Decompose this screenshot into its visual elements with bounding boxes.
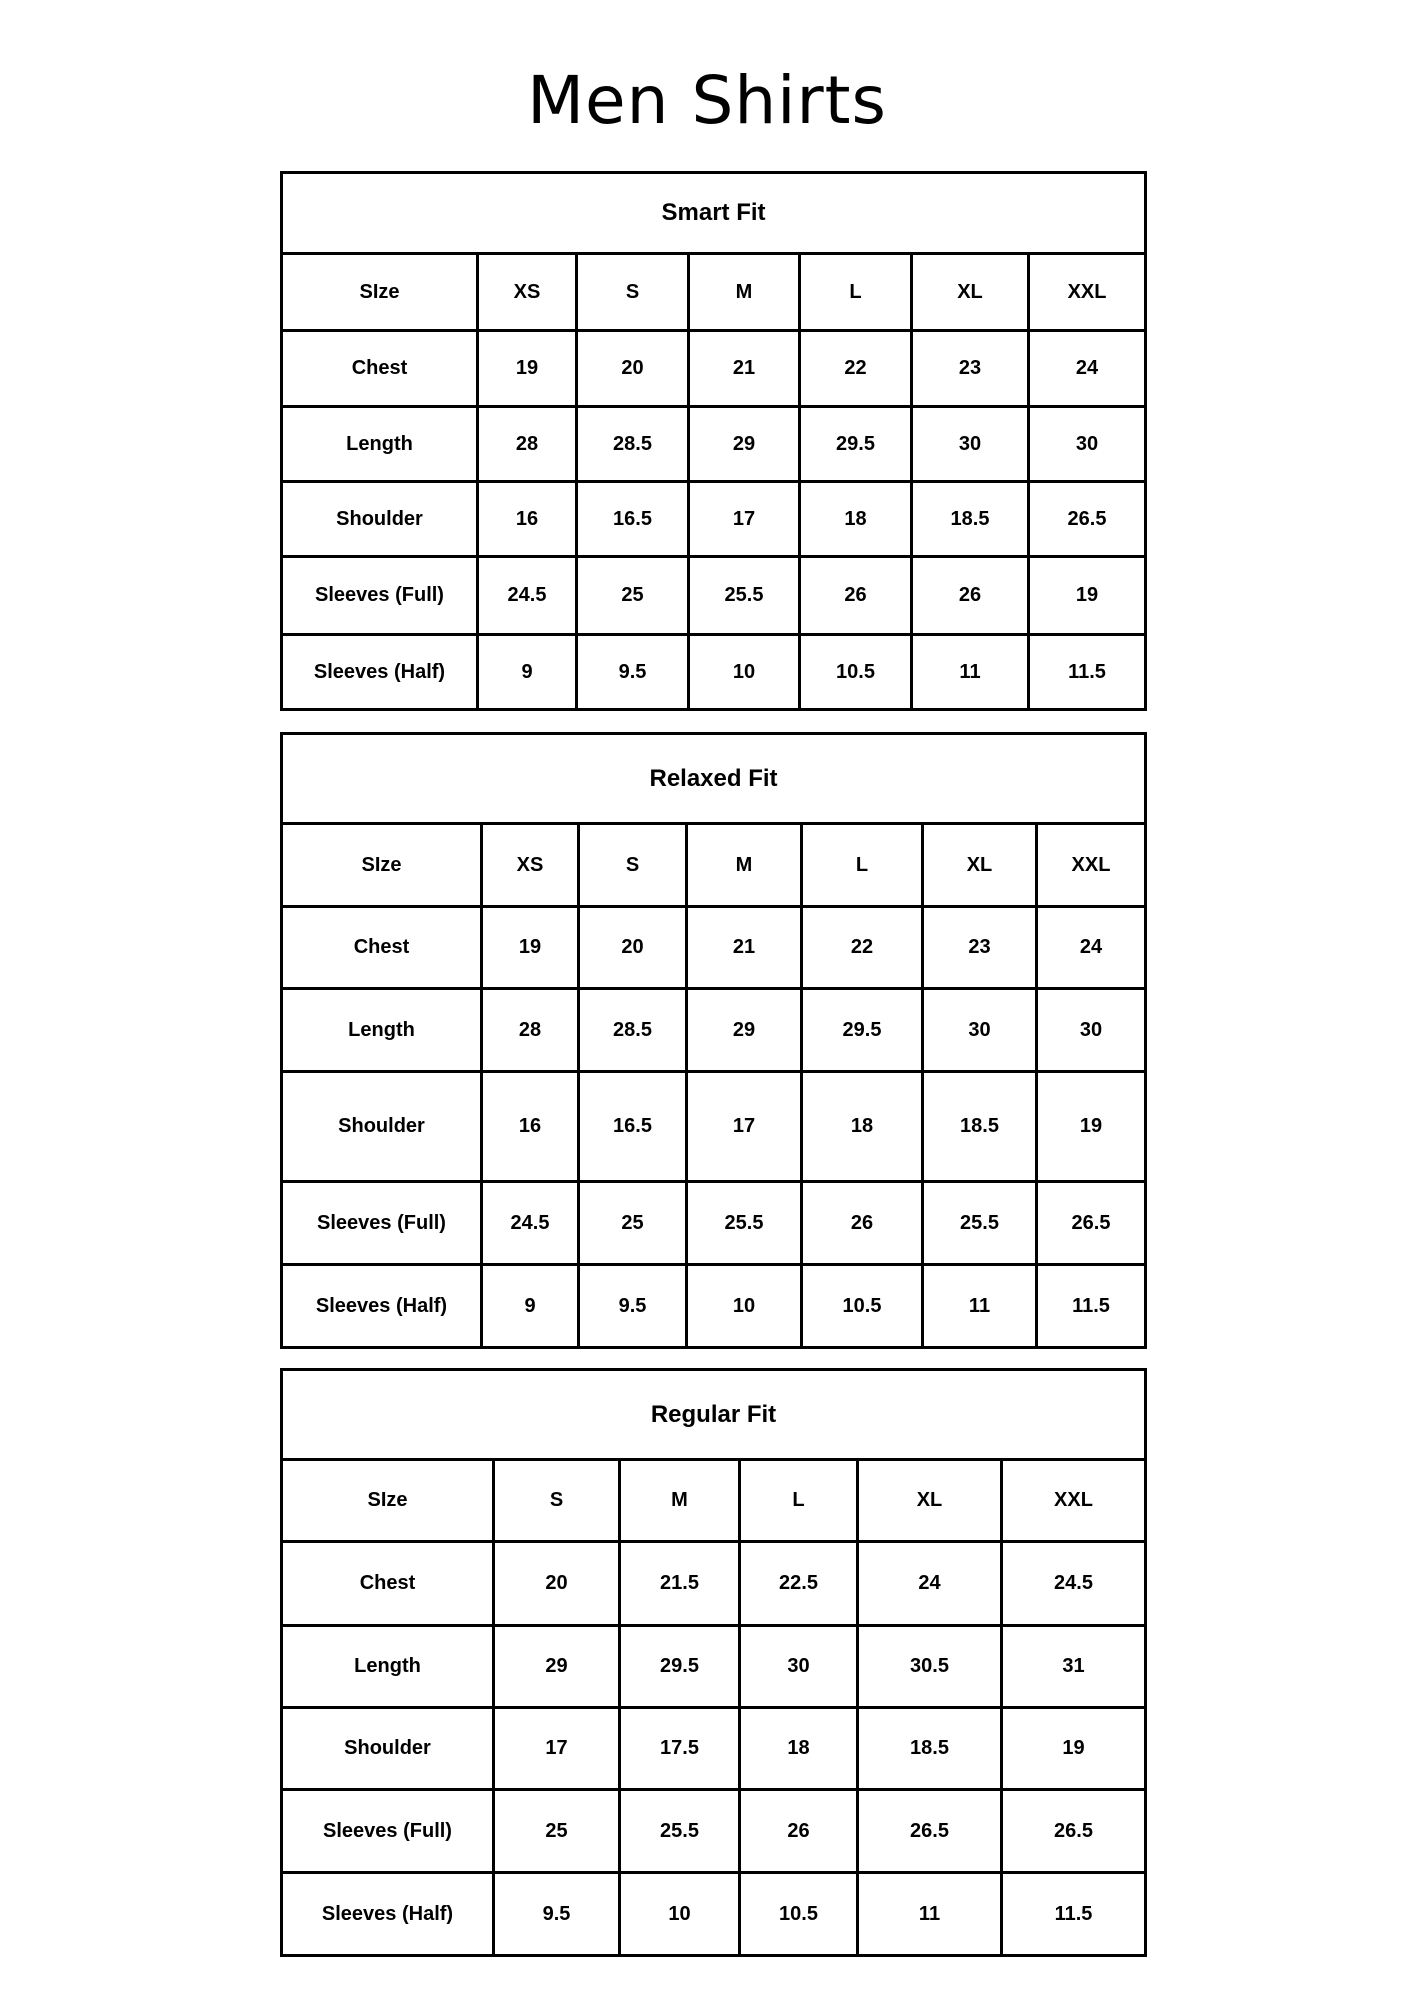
measurement-value: 30.5 [858,1626,1002,1708]
measurement-value: 30 [923,989,1037,1072]
measurement-value: 17.5 [620,1708,740,1790]
measurement-value: 29.5 [800,407,912,482]
size-header: S [494,1460,620,1542]
regular-fit-table [280,1368,1147,1957]
size-header: L [802,824,923,907]
size-label: SIze [282,824,482,907]
measurement-value: 18.5 [923,1072,1037,1182]
measurement-value: 9.5 [577,635,689,710]
table-row [282,482,1146,557]
measurement-value: 11.5 [1037,1265,1146,1348]
measurement-label: Length [282,407,478,482]
table-row [282,407,1146,482]
measurement-value: 22 [802,907,923,989]
size-label: SIze [282,254,478,331]
size-header: XXL [1002,1460,1146,1542]
table-row [282,557,1146,635]
measurement-value: 24 [1037,907,1146,989]
table-row [282,1626,1146,1708]
size-header: L [800,254,912,331]
measurement-value: 10.5 [800,635,912,710]
measurement-value: 11.5 [1002,1873,1146,1956]
measurement-value: 23 [923,907,1037,989]
measurement-value: 25 [579,1182,687,1265]
measurement-value: 18 [740,1708,858,1790]
measurement-value: 30 [1037,989,1146,1072]
table-row [282,907,1146,989]
measurement-label: Sleeves (Full) [282,557,478,635]
measurement-value: 29 [687,989,802,1072]
measurement-value: 19 [1037,1072,1146,1182]
measurement-value: 10 [687,1265,802,1348]
measurement-value: 26 [912,557,1029,635]
measurement-value: 26.5 [1002,1790,1146,1873]
measurement-value: 21.5 [620,1542,740,1626]
measurement-label: Sleeves (Half) [282,635,478,710]
measurement-value: 29 [689,407,800,482]
measurement-label: Chest [282,907,482,989]
measurement-value: 30 [740,1626,858,1708]
measurement-value: 30 [1029,407,1146,482]
table-row [282,1182,1146,1265]
measurement-value: 29.5 [620,1626,740,1708]
measurement-value: 26.5 [1029,482,1146,557]
measurement-value: 9.5 [494,1873,620,1956]
measurement-value: 24.5 [1002,1542,1146,1626]
measurement-value: 17 [687,1072,802,1182]
page-title: Men Shirts [527,62,887,139]
measurement-value: 10 [620,1873,740,1956]
table-row [282,1072,1146,1182]
measurement-label: Shoulder [282,482,478,557]
measurement-value: 26 [800,557,912,635]
measurement-value: 11.5 [1029,635,1146,710]
size-header: XL [858,1460,1002,1542]
measurement-value: 26.5 [1037,1182,1146,1265]
measurement-value: 28.5 [577,407,689,482]
measurement-value: 19 [482,907,579,989]
measurement-value: 17 [689,482,800,557]
measurement-value: 9 [482,1265,579,1348]
table-title: Regular Fit [282,1370,1146,1460]
header-row [282,254,1146,331]
size-header: L [740,1460,858,1542]
smart-fit-table [280,171,1147,711]
table-row [282,1790,1146,1873]
size-header: M [620,1460,740,1542]
measurement-value: 29 [494,1626,620,1708]
measurement-value: 18 [800,482,912,557]
measurement-value: 17 [494,1708,620,1790]
header-row [282,1460,1146,1542]
measurement-value: 18.5 [858,1708,1002,1790]
measurement-value: 19 [1029,557,1146,635]
measurement-label: Sleeves (Half) [282,1265,482,1348]
measurement-label: Sleeves (Half) [282,1873,494,1956]
measurement-value: 16 [482,1072,579,1182]
measurement-label: Length [282,1626,494,1708]
measurement-value: 25 [494,1790,620,1873]
measurement-value: 20 [579,907,687,989]
measurement-value: 9 [478,635,577,710]
measurement-value: 16.5 [577,482,689,557]
measurement-value: 26.5 [858,1790,1002,1873]
measurement-value: 11 [923,1265,1037,1348]
measurement-value: 31 [1002,1626,1146,1708]
measurement-value: 10.5 [802,1265,923,1348]
measurement-value: 16 [478,482,577,557]
measurement-value: 25.5 [689,557,800,635]
measurement-value: 9.5 [579,1265,687,1348]
header-row [282,824,1146,907]
table-row [282,635,1146,710]
measurement-value: 16.5 [579,1072,687,1182]
size-header: XL [912,254,1029,331]
table-title: Smart Fit [282,173,1146,254]
size-header: S [577,254,689,331]
measurement-value: 18 [802,1072,923,1182]
measurement-value: 24.5 [478,557,577,635]
measurement-value: 28 [478,407,577,482]
measurement-value: 11 [858,1873,1002,1956]
table-row [282,1542,1146,1626]
measurement-value: 21 [689,331,800,407]
table-row [282,1265,1146,1348]
table-row [282,331,1146,407]
measurement-value: 19 [1002,1708,1146,1790]
measurement-value: 19 [478,331,577,407]
measurement-value: 23 [912,331,1029,407]
size-header: XXL [1037,824,1146,907]
measurement-value: 24 [1029,331,1146,407]
relaxed-fit-table [280,732,1147,1349]
size-header: XL [923,824,1037,907]
measurement-value: 25.5 [687,1182,802,1265]
measurement-value: 18.5 [912,482,1029,557]
size-label: SIze [282,1460,494,1542]
measurement-value: 22.5 [740,1542,858,1626]
measurement-label: Chest [282,1542,494,1626]
table-row [282,1873,1146,1956]
measurement-value: 26 [802,1182,923,1265]
measurement-value: 25.5 [923,1182,1037,1265]
measurement-value: 22 [800,331,912,407]
measurement-value: 11 [912,635,1029,710]
measurement-value: 30 [912,407,1029,482]
measurement-label: Length [282,989,482,1072]
measurement-value: 10 [689,635,800,710]
measurement-value: 25 [577,557,689,635]
size-header: XS [478,254,577,331]
size-header: M [689,254,800,331]
measurement-value: 24.5 [482,1182,579,1265]
measurement-value: 29.5 [802,989,923,1072]
table-title: Relaxed Fit [282,734,1146,824]
measurement-value: 20 [577,331,689,407]
measurement-label: Shoulder [282,1708,494,1790]
table-row [282,989,1146,1072]
measurement-value: 25.5 [620,1790,740,1873]
measurement-value: 20 [494,1542,620,1626]
measurement-value: 28 [482,989,579,1072]
measurement-value: 24 [858,1542,1002,1626]
measurement-value: 21 [687,907,802,989]
size-header: XXL [1029,254,1146,331]
table-row [282,1708,1146,1790]
measurement-value: 26 [740,1790,858,1873]
measurement-label: Shoulder [282,1072,482,1182]
size-header: XS [482,824,579,907]
measurement-value: 10.5 [740,1873,858,1956]
measurement-label: Sleeves (Full) [282,1182,482,1265]
measurement-label: Chest [282,331,478,407]
size-header: M [687,824,802,907]
measurement-label: Sleeves (Full) [282,1790,494,1873]
size-header: S [579,824,687,907]
measurement-value: 28.5 [579,989,687,1072]
